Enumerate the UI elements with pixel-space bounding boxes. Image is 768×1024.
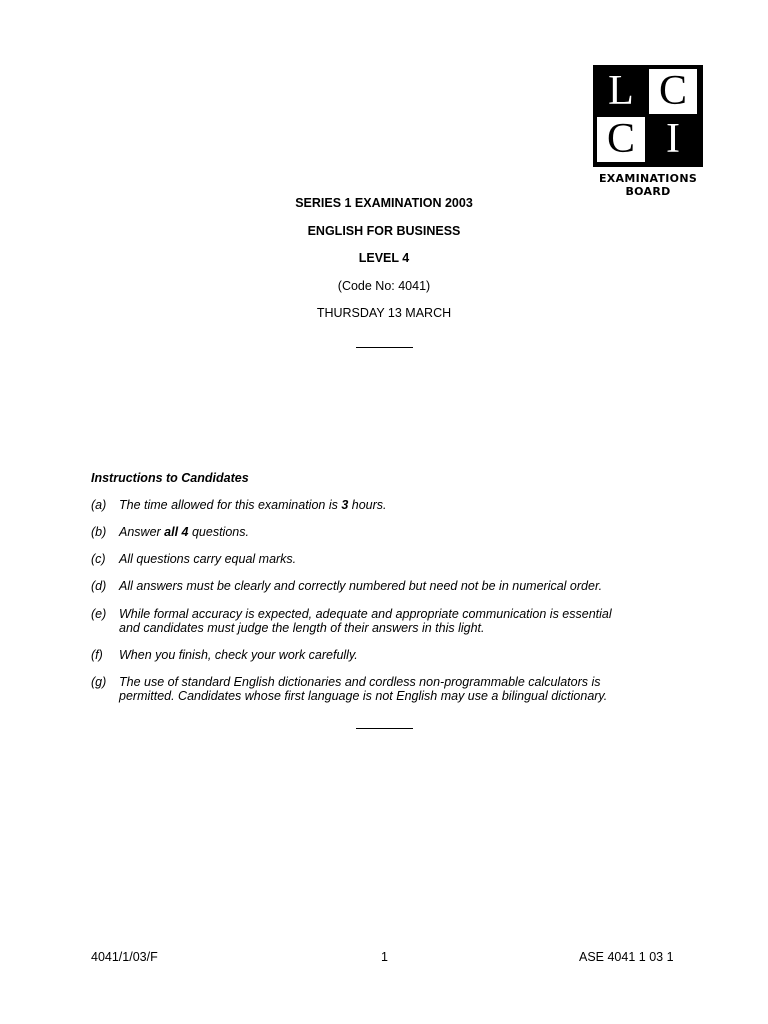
footer-paper-code: 4041/1/03/F: [91, 950, 158, 964]
exam-code: (Code No: 4041): [337, 279, 431, 293]
footer-reference: ASE 4041 1 03 1: [579, 950, 674, 964]
exam-series: SERIES 1 EXAMINATION 2003: [295, 196, 473, 210]
instructions-heading: Instructions to Candidates: [91, 471, 249, 485]
instruction-item-f: [91, 648, 651, 662]
instruction-text: The use of standard English dictionaries and cordless non-programmable calculators is permitted. Candidates whose first language is not English may use a bilingual dictionary.: [119, 675, 608, 703]
instruction-text: While formal accuracy is expected, adequate and appropriate communication is essential and candidates must judge the length of their answers in this light.: [119, 607, 612, 635]
footer-page-number: 1: [381, 950, 388, 964]
instruction-label: (g): [91, 675, 107, 689]
instruction-label: (e): [91, 607, 107, 621]
exam-date: THURSDAY 13 MARCH: [316, 306, 452, 320]
instruction-text: The time allowed for this examination is 3 hours.: [119, 498, 387, 512]
instruction-item-e: [91, 607, 651, 635]
exam-subject: ENGLISH FOR BUSINESS: [307, 224, 461, 238]
instruction-item-b: [91, 525, 651, 539]
logo-caption-line1: EXAMINATIONS: [598, 172, 698, 185]
logo-letter-l: L: [597, 69, 645, 114]
instruction-label: (a): [91, 498, 107, 512]
instructions-divider: [356, 728, 413, 729]
logo-letter-i: I: [649, 117, 697, 162]
instruction-item-c: [91, 552, 651, 566]
exam-level: LEVEL 4: [358, 251, 410, 265]
logo-caption-line2: BOARD: [625, 185, 671, 198]
instruction-text: All questions carry equal marks.: [119, 552, 297, 566]
instruction-text: Answer all 4 questions.: [119, 525, 249, 539]
instruction-label: (d): [91, 579, 107, 593]
instruction-text: All answers must be clearly and correctly numbered but need not be in numerical order.: [119, 579, 603, 593]
logo-caption: [588, 172, 708, 198]
instruction-item-d: [91, 579, 651, 593]
instruction-label: (f): [91, 648, 103, 662]
instruction-label: (c): [91, 552, 106, 566]
header-divider: [356, 347, 413, 348]
instruction-label: (b): [91, 525, 107, 539]
logo-letter-c-bottom: C: [597, 117, 645, 162]
instruction-item-a: [91, 498, 651, 512]
lcci-logo: [593, 65, 703, 167]
instruction-item-g: [91, 675, 651, 703]
instruction-text: When you finish, check your work carefully.: [119, 648, 358, 662]
logo-letter-c-top: C: [649, 69, 697, 114]
